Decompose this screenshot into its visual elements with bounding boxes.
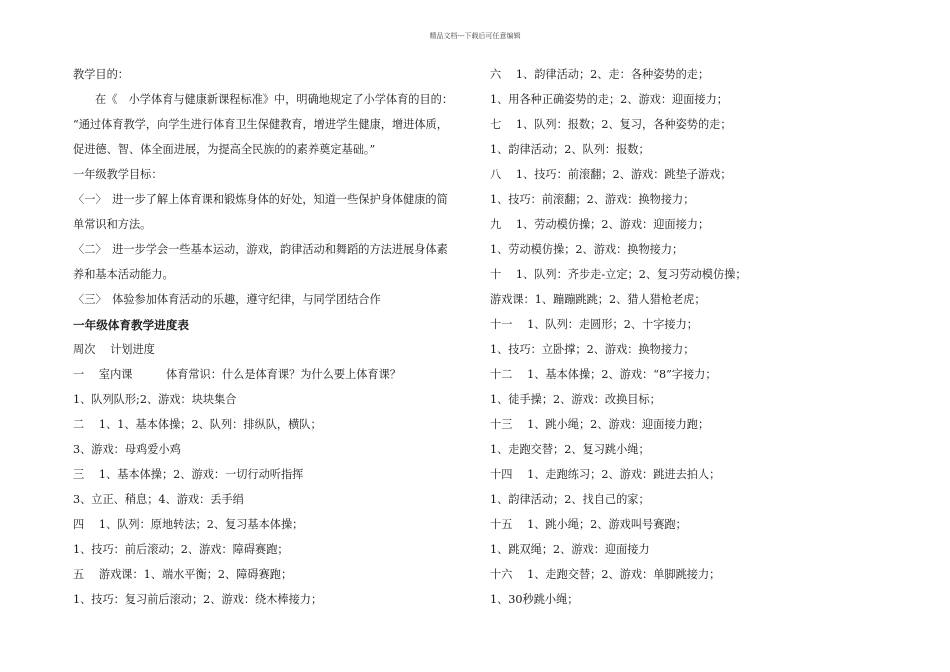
text-line: 游戏课：1、蹦蹦跳跳；2、猎人猎枪老虎； <box>490 293 706 306</box>
text-line: 1、技巧：前滚翻；2、游戏：换物接力； <box>490 193 695 206</box>
right-column <box>490 66 910 616</box>
text-line: 1、队列队形;2、游戏：块块集合 <box>73 393 237 406</box>
text-line: 九 1、劳动模仿操；2、游戏：迎面接力； <box>490 218 710 231</box>
page-header: 精品文档---下载后可任意编辑 <box>429 32 521 40</box>
text-line: 一 室内课 体育常识：什么是体育课？为什么要上体育课？ <box>73 368 401 381</box>
text-line: 〈二〉 进一步学会一些基本运动，游戏，韵律活动和舞蹈的方法进展身体素 <box>73 243 448 256</box>
text-line: 1、劳动模仿操；2、游戏：换物接力； <box>490 243 684 256</box>
text-line: 促进德、智、体全面进展，为提高全民族的的素养奠定基础。” <box>73 143 376 156</box>
text-line: 四 1、队列：原地转法；2、复习基本体操； <box>73 518 304 531</box>
text-line: 〈三〉 体验参加体育活动的乐趣，遵守纪律，与同学团结合作 <box>73 293 381 306</box>
text-line: 十三 1、跳小绳；2、游戏：迎面接力跑； <box>490 418 710 431</box>
text-line: 1、跳双绳；2、游戏：迎面接力 <box>490 543 650 556</box>
text-line: 养和基本活动能力。 <box>73 268 174 281</box>
text-line: 十四 1、走跑练习；2、游戏：跳进去拍人； <box>490 468 721 481</box>
text-line: 1、徒手操；2、游戏：改换目标； <box>490 393 661 406</box>
text-line: 八 1、技巧：前滚翻；2、游戏：跳垫子游戏； <box>490 168 732 181</box>
text-line: 1、技巧：复习前后滚动；2、游戏：绕木棒接力； <box>73 593 323 606</box>
text-line: 〈一〉 进一步了解上体育课和锻炼身体的好处，知道一些保护身体健康的简 <box>73 193 448 206</box>
text-line: “通过体育教学，向学生进行体育卫生保健教育，增进学生健康，增进体质， <box>73 118 448 131</box>
text-line: 1、用各种正确姿势的走；2、游戏：迎面接力； <box>490 93 728 106</box>
text-line: 六 1、韵律活动；2、走：各种姿势的走； <box>490 68 710 81</box>
text-line: 3、游戏：母鸡爱小鸡 <box>73 443 181 456</box>
text-line: 1、韵律活动；2、找自己的家； <box>490 493 650 506</box>
text-line: 教学目的： <box>73 68 129 81</box>
left-column <box>73 66 465 616</box>
text-line: 二 1、1、基本体操；2、队列：排纵队，横队； <box>73 418 322 431</box>
text-line: 十五 1、跳小绳；2、游戏叫号赛跑； <box>490 518 687 531</box>
text-line: 1、技巧：立卧撑；2、游戏：换物接力； <box>490 343 695 356</box>
text-line: 单常识和方法。 <box>73 218 152 231</box>
text-line: 十六 1、走跑交替；2、游戏：单脚跳接力； <box>490 568 721 581</box>
section-heading: 一年级体育教学进度表 <box>73 318 189 332</box>
text-line: 十二 1、基本体操；2、游戏：“8”字接力； <box>490 368 717 381</box>
text-line: 周次 计划进度 <box>73 343 155 356</box>
text-line: 三 1、基本体操；2、游戏：一切行动听指挥 <box>73 468 304 481</box>
text-line: 十 1、队列：齐步走-立定；2、复习劳动模仿操； <box>490 268 747 281</box>
text-line: 七 1、队列：报数；2、复习，各种姿势的走； <box>490 118 732 131</box>
text-line: 五 游戏课：1、端水平衡；2、障碍赛跑； <box>73 568 293 581</box>
text-line: 1、30秒跳小绳； <box>490 593 579 606</box>
text-line: 3、立正、稍息；4、游戏：丢手绢 <box>73 493 244 506</box>
text-line: 1、技巧：前后滚动；2、游戏：障碍赛跑； <box>73 543 289 556</box>
text-line: 十一 1、队列：走圆形；2、十字接力； <box>490 318 698 331</box>
text-line: 在《 小学体育与健康新课程标准》中，明确地规定了小学体育的目的： <box>95 93 454 106</box>
text-line: 1、韵律活动；2、队列：报数； <box>490 143 650 156</box>
text-line: 一年级教学目标： <box>73 168 163 181</box>
text-line: 1、走跑交替；2、复习跳小绳； <box>490 443 650 456</box>
